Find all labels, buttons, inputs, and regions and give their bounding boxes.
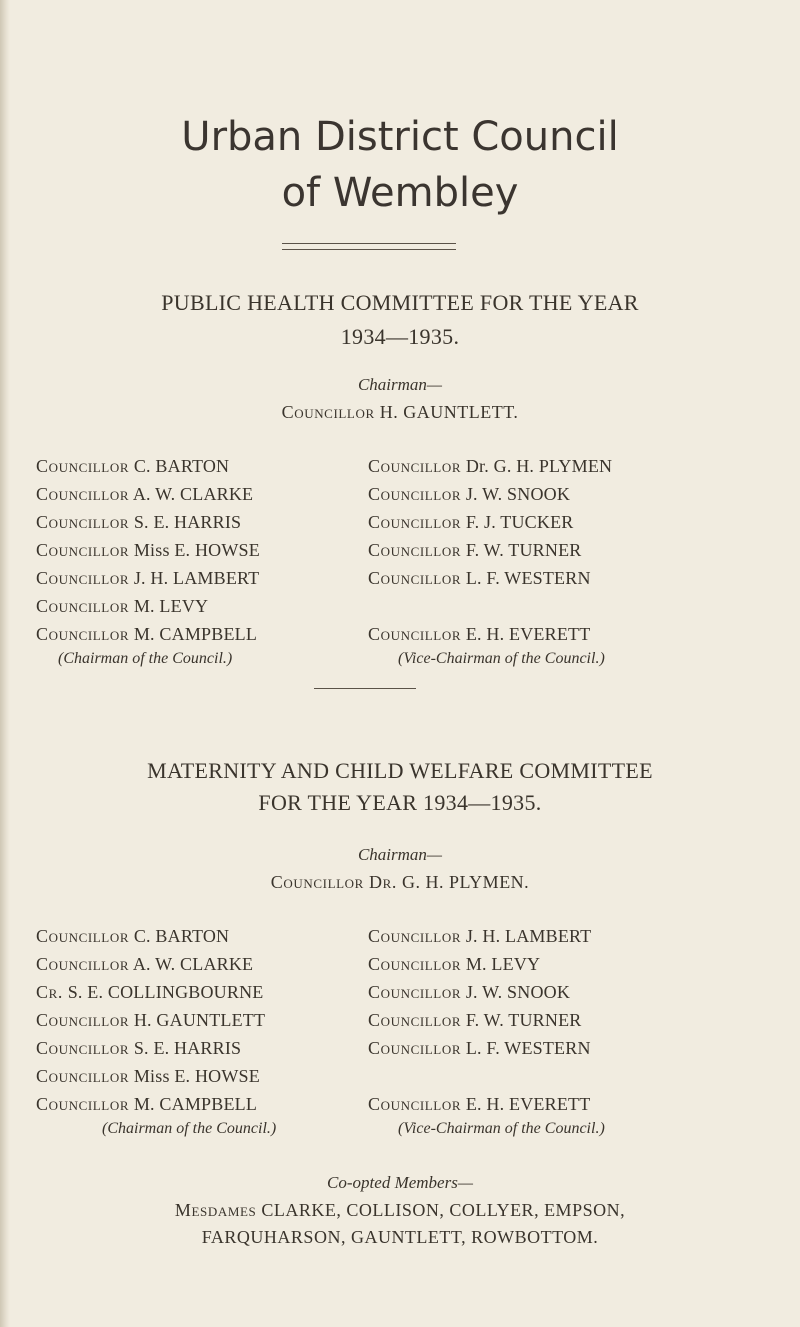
member-prefix: Councillor: [368, 954, 462, 974]
member-prefix: Councillor: [368, 568, 462, 588]
member-entry: [36, 952, 253, 976]
member-entry: [36, 924, 229, 948]
member-prefix: Councillor: [368, 512, 462, 532]
member-entry: [368, 566, 591, 590]
vice-chairman-of-council-note: (Vice-Chairman of the Council.): [398, 1120, 605, 1137]
member-name: M. CAMPBELL: [133, 1094, 258, 1114]
maternity-heading-line-1: MATERNITY AND CHILD WELFARE COMMITTEE: [147, 758, 653, 783]
member-name: S. E. COLLINGBOURNE: [67, 982, 264, 1002]
member-name: J. W. SNOOK: [465, 982, 571, 1002]
member-name: M. LEVY: [465, 954, 541, 974]
member-prefix: Councillor: [36, 1010, 130, 1030]
member-entry: [368, 454, 612, 478]
member-name: C. BARTON: [133, 456, 230, 476]
member-entry: [36, 594, 208, 618]
member-entry: [368, 482, 570, 506]
member-name: F. W. TURNER: [465, 1010, 582, 1030]
member-prefix: Councillor: [36, 1066, 130, 1086]
member-entry: [368, 1036, 591, 1060]
member-name: S. E. HARRIS: [133, 512, 242, 532]
member-name: F. W. TURNER: [465, 540, 582, 560]
chairman-name: H. GAUNTLETT.: [379, 402, 519, 422]
member-prefix: Councillor: [36, 484, 130, 504]
document-title-line-1: Urban District Council: [181, 114, 619, 160]
chairman-prefix: Councillor Dr.: [270, 872, 397, 892]
coopted-members-line-2: FARQUHARSON, GAUNTLETT, ROWBOTTOM.: [201, 1227, 599, 1247]
member-prefix: Councillor: [36, 1094, 130, 1114]
member-prefix: Councillor: [36, 596, 130, 616]
member-prefix: Councillor: [368, 1010, 462, 1030]
member-name: Miss E. HOWSE: [133, 1066, 260, 1086]
member-name: J. H. LAMBERT: [465, 926, 592, 946]
coopted-prefix: Mesdames: [174, 1200, 257, 1220]
member-name: E. H. EVERETT: [465, 1094, 591, 1114]
member-name: L. F. WESTERN: [465, 1038, 591, 1058]
member-entry: [36, 510, 241, 534]
public-health-chairman: [0, 400, 800, 424]
member-entry: [36, 1008, 265, 1032]
member-entry: [36, 980, 264, 1004]
member-name: A. W. CLARKE: [132, 954, 254, 974]
maternity-chairman: [0, 870, 800, 894]
chairman-name: G. H. PLYMEN.: [401, 872, 530, 892]
member-prefix: Councillor: [36, 926, 130, 946]
member-name: M. CAMPBELL: [133, 624, 258, 644]
coopted-members-line-1: [0, 1197, 800, 1223]
member-entry: [36, 566, 259, 590]
public-health-heading-line-1: PUBLIC HEALTH COMMITTEE FOR THE YEAR: [161, 290, 639, 315]
member-name: A. W. CLARKE: [132, 484, 254, 504]
member-name: S. E. HARRIS: [133, 1038, 242, 1058]
chairman-of-council-note: (Chairman of the Council.): [102, 1120, 277, 1137]
chairman-prefix: Councillor: [281, 402, 375, 422]
member-entry: [368, 510, 573, 534]
member-prefix: Councillor: [36, 456, 130, 476]
member-name: M. LEVY: [133, 596, 209, 616]
coopted-members-label: Co-opted Members—: [327, 1173, 473, 1192]
member-name: L. F. WESTERN: [465, 568, 591, 588]
member-prefix: Councillor: [36, 624, 130, 644]
member-entry: [36, 538, 260, 562]
member-prefix: Councillor: [368, 1094, 462, 1114]
member-name: C. BARTON: [133, 926, 230, 946]
maternity-heading-line-2: FOR THE YEAR 1934—1935.: [258, 790, 542, 815]
member-name: F. J. TUCKER: [465, 512, 574, 532]
member-prefix: Councillor: [368, 1038, 462, 1058]
member-entry: [36, 454, 229, 478]
member-entry: [36, 1092, 257, 1116]
member-prefix: Cr.: [36, 982, 63, 1002]
member-prefix: Councillor: [368, 926, 462, 946]
member-entry: [368, 1092, 590, 1116]
member-prefix: Councillor: [36, 1038, 130, 1058]
chairman-of-council-note: (Chairman of the Council.): [58, 650, 233, 667]
member-name: J. W. SNOOK: [465, 484, 571, 504]
member-entry: [368, 538, 581, 562]
coopted-names-1: CLARKE, COLLISON, COLLYER, EMPSON,: [261, 1200, 626, 1220]
document-title-line-2: of Wembley: [281, 170, 519, 216]
public-health-chairman-label: Chairman—: [357, 375, 443, 394]
member-entry: [36, 482, 253, 506]
member-entry: [368, 952, 540, 976]
member-prefix: Councillor: [368, 540, 462, 560]
public-health-heading-line-2: 1934—1935.: [340, 324, 460, 349]
section-divider: [314, 688, 416, 689]
member-name: H. GAUNTLETT: [133, 1010, 266, 1030]
member-name: J. H. LAMBERT: [133, 568, 260, 588]
member-entry: [36, 1036, 241, 1060]
member-name: Miss E. HOWSE: [133, 540, 260, 560]
vice-chairman-of-council-note: (Vice-Chairman of the Council.): [398, 650, 605, 667]
member-prefix: Councillor: [368, 982, 462, 1002]
member-entry: [368, 622, 590, 646]
member-entry: [36, 622, 257, 646]
member-entry: [368, 980, 570, 1004]
member-prefix: Councillor: [368, 456, 462, 476]
member-prefix: Councillor: [36, 568, 130, 588]
double-rule-divider: [282, 243, 456, 250]
maternity-chairman-label: Chairman—: [357, 845, 443, 864]
member-name: E. H. EVERETT: [465, 624, 591, 644]
member-entry: [368, 924, 591, 948]
member-prefix: Councillor: [368, 484, 462, 504]
member-prefix: Councillor: [36, 512, 130, 532]
member-entry: [368, 1008, 581, 1032]
member-prefix: Councillor: [36, 954, 130, 974]
member-entry: [36, 1064, 260, 1088]
member-name: Dr. G. H. PLYMEN: [465, 456, 613, 476]
member-prefix: Councillor: [36, 540, 130, 560]
member-prefix: Councillor: [368, 624, 462, 644]
